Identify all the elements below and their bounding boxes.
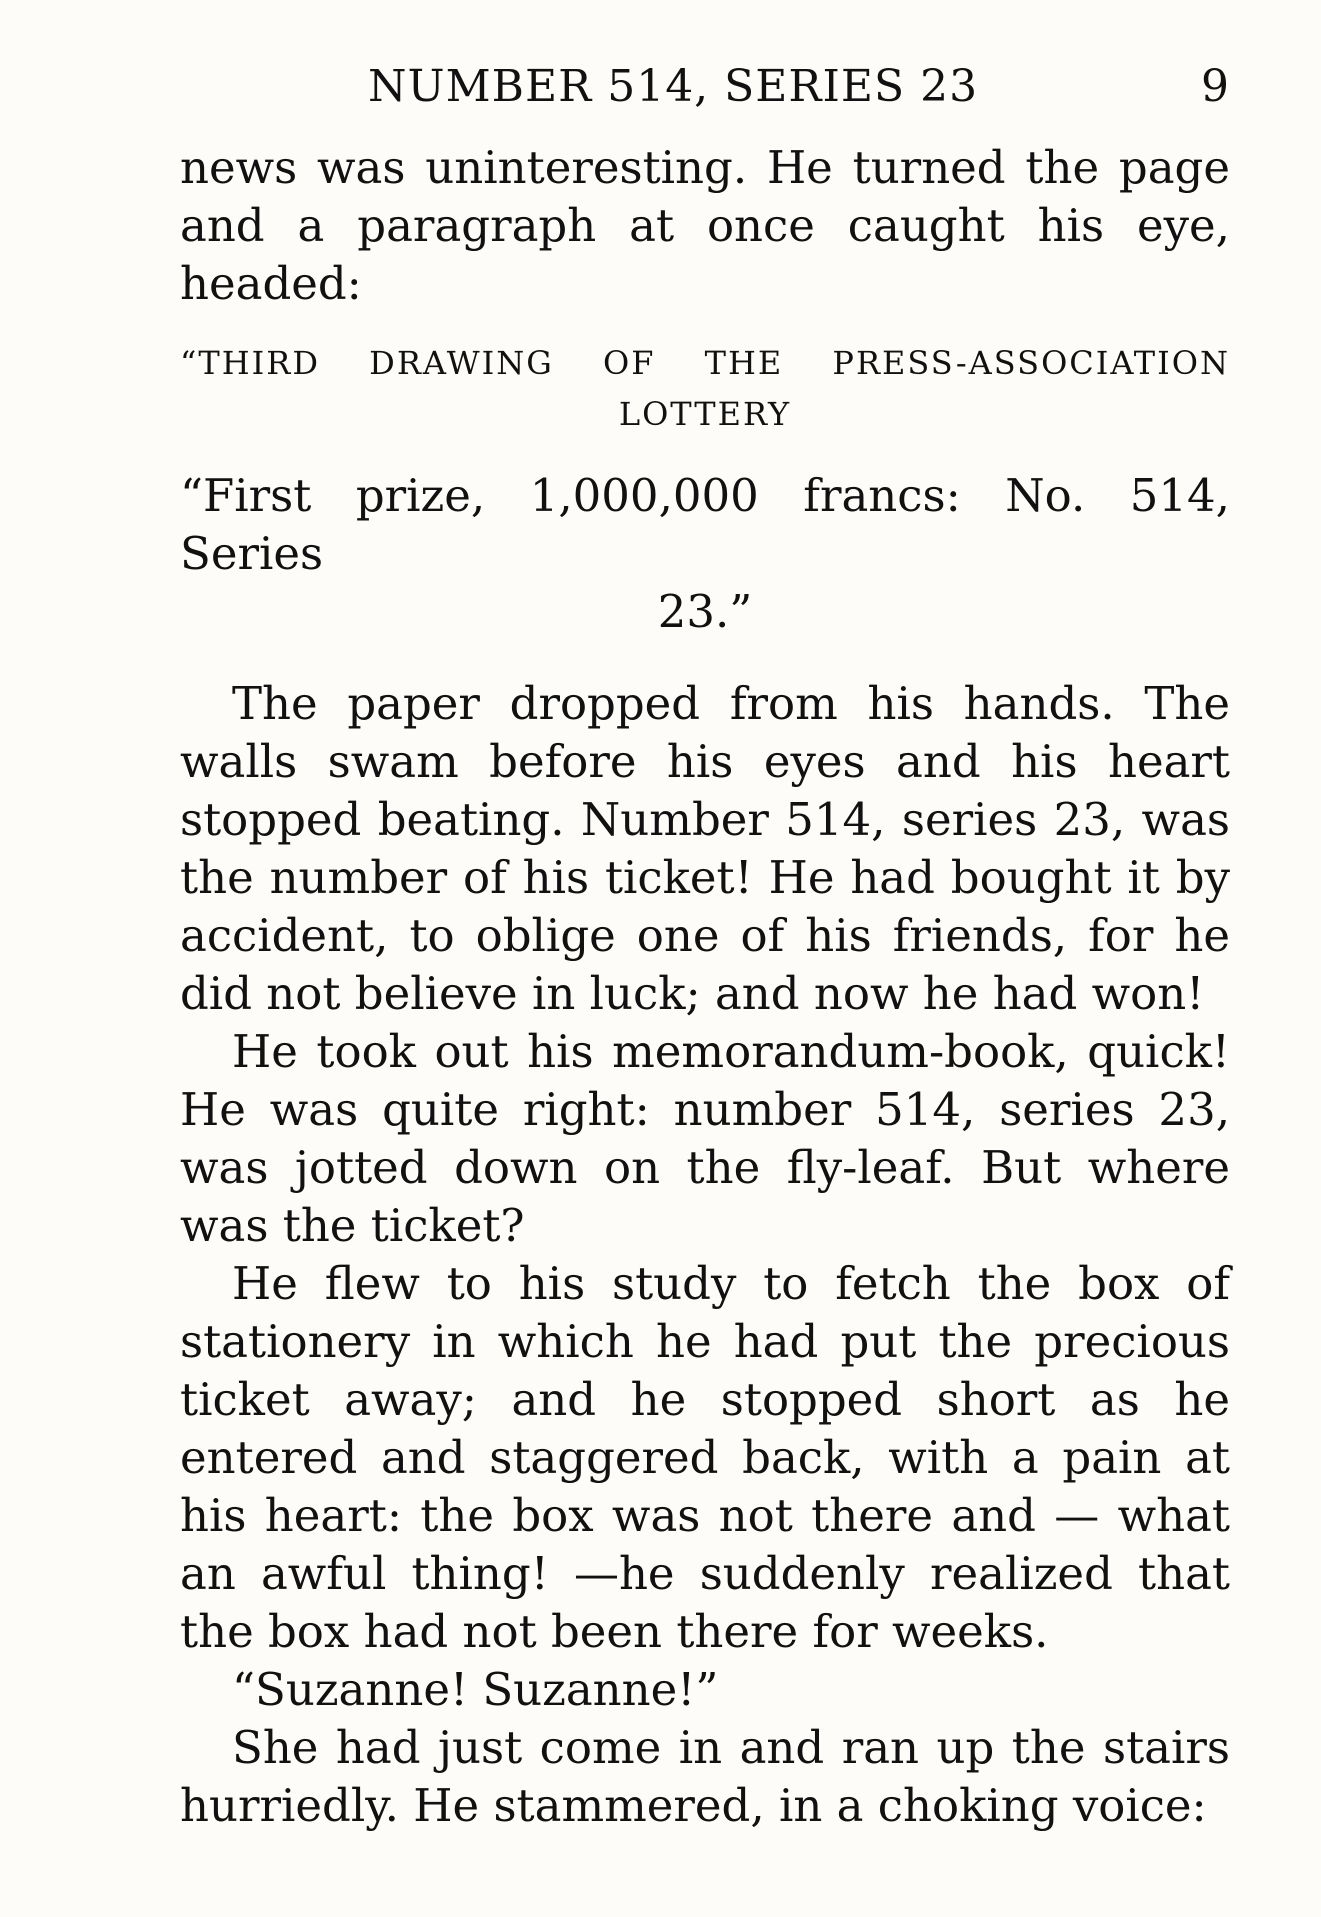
headline-line-2: LOTTERY (618, 395, 792, 433)
running-head (180, 55, 1230, 125)
paragraph-stammered: She had just come in and ran up the stairs hurriedly. He stammered, in a choking voice: (180, 1721, 1230, 1832)
lead-paragraph: news was uninteresting. He turned the page and a paragraph at once caught his eye, headed: (180, 141, 1230, 310)
book-page (180, 55, 1230, 1835)
paragraph-memorandum-book: He took out his memorandum-book, quick! He was quite right: number 514, series 23, was jotted down on the fly-leaf. But where was the ticket? (180, 1025, 1230, 1252)
paragraph-study: He flew to his study to fetch the box of stationery in which he had put the precious ticket away; and he stopped short as he entered and staggered back, with a pain at his heart: the box was not there and — what an awful thing! —he suddenly realized that the box had not been there for weeks. (180, 1257, 1230, 1658)
paragraph-paper-dropped: The paper dropped from his hands. The walls swam before his eyes and his heart stopped beating. Number 514, series 23, was the number of his ticket! He had bought it by accident, to oblige one of his friends, for he did not believe in luck; and now he had won! (180, 677, 1230, 1020)
page-number: 9 (1201, 61, 1230, 112)
headline-line-1: “THIRD DRAWING OF THE PRESS-ASSOCIATION (180, 344, 1230, 382)
prize-line-1: “First prize, 1,000,000 francs: No. 514, Series (180, 469, 1230, 580)
running-title: NUMBER 514, SERIES 23 (368, 61, 979, 112)
prize-line-2: 23.” (657, 585, 753, 638)
paragraph-suzanne-call: “Suzanne! Suzanne!” (232, 1663, 719, 1716)
